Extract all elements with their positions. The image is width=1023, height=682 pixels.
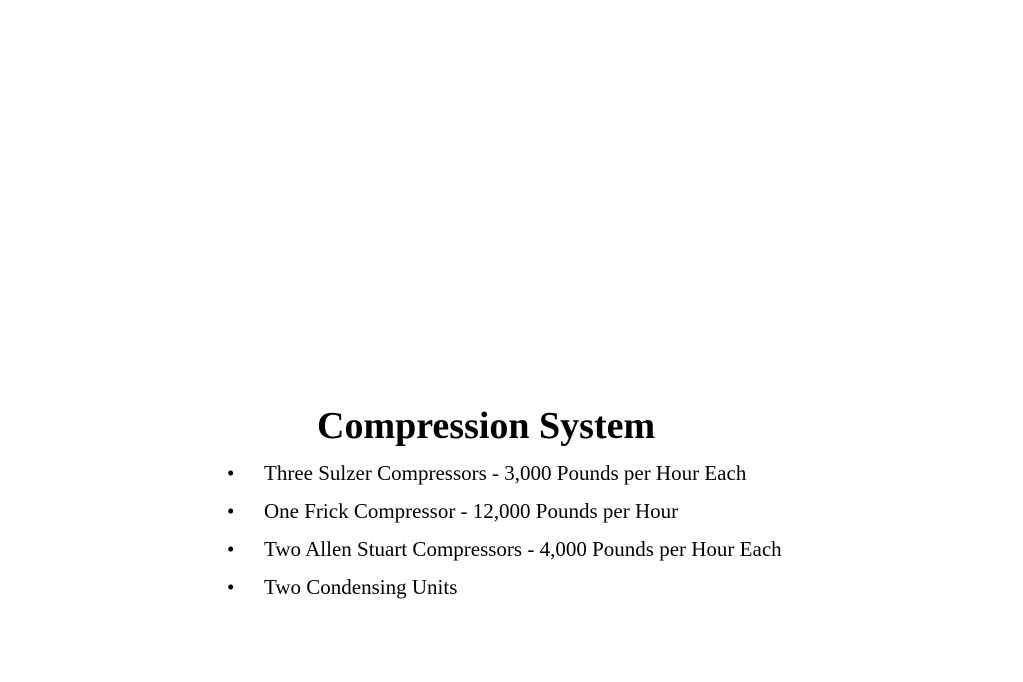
bullet-text: Two Allen Stuart Compressors - 4,000 Pounds per Hour Each: [264, 537, 782, 561]
bullet-text: Three Sulzer Compressors - 3,000 Pounds per Hour Each: [264, 461, 747, 485]
bullet-icon: •: [227, 537, 235, 561]
bullet-text: One Frick Compressor - 12,000 Pounds per Hour: [264, 499, 679, 523]
bullet-icon: •: [227, 461, 235, 485]
bullet-icon: •: [227, 575, 235, 599]
bullet-icon: •: [227, 499, 235, 523]
bullet-text: Two Condensing Units: [264, 575, 458, 599]
slide-title: Compression System: [317, 405, 656, 447]
